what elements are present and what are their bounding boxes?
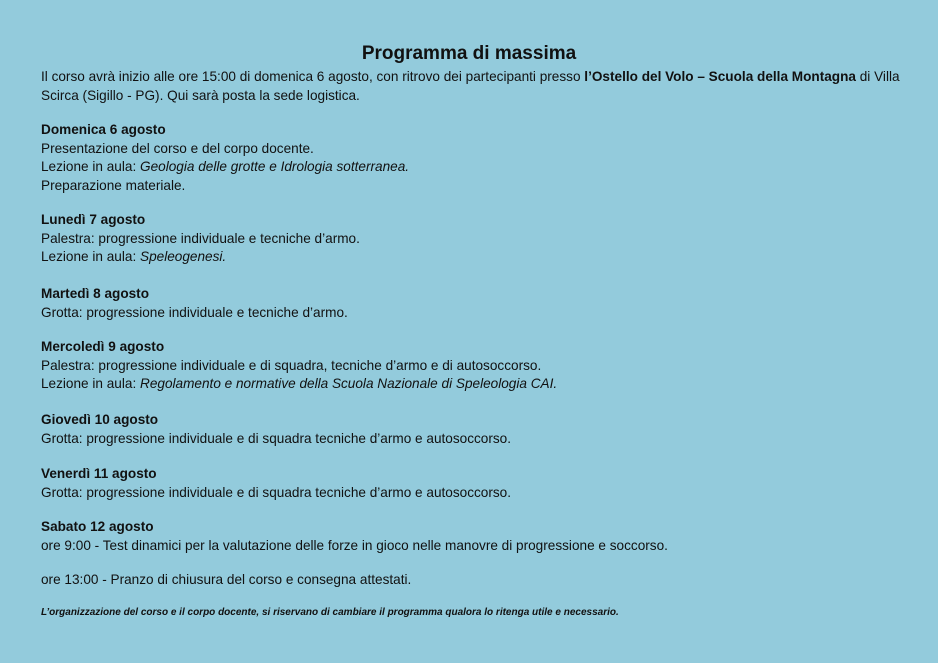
day-heading: Venerdì 11 agosto (41, 466, 157, 481)
day-line: Grotta: progressione individuale e tecniche d’armo. (41, 304, 348, 320)
day-line: Presentazione del corso e del corpo docente. (41, 140, 314, 156)
day-line: Palestra: progressione individuale e di squadra, tecniche d’armo e di autosoccorso. (41, 357, 542, 373)
page-title: Programma di massima (361, 43, 577, 64)
day-heading: Mercoledì 9 agosto (41, 339, 165, 354)
day-section-lunedi (41, 211, 921, 267)
day-section-martedi (41, 285, 921, 322)
day-line: Grotta: progressione individuale e di squadra tecniche d’armo e autosoccorso. (41, 430, 512, 446)
day-line: Palestra: progressione individuale e tecniche d’armo. (41, 230, 360, 246)
day-section-sabato (41, 518, 921, 555)
day-line: Grotta: progressione individuale e di squadra tecniche d’armo e autosoccorso. (41, 484, 512, 500)
intro-venue: l’Ostello del Volo – Scuola della Montagna (584, 69, 856, 84)
day-line: Lezione in aula: Speleogenesi. (41, 249, 227, 264)
day-section-mercoledi (41, 338, 921, 394)
intro-text-start: Il corso avrà inizio alle ore 15:00 di domenica 6 agosto, con ritrovo dei partecipanti presso (41, 69, 585, 84)
intro-text-end: di Villa Scirca (Sigillo - PG). Qui sarà posta la sede logistica. (41, 69, 900, 103)
day-heading: Lunedì 7 agosto (41, 212, 146, 227)
intro-paragraph (41, 67, 911, 105)
day-line: Lezione in aula: Regolamento e normative della Scuola Nazionale di Speleologia CAI. (41, 376, 558, 391)
day-line: Preparazione materiale. (41, 177, 186, 193)
day-section-giovedi (41, 411, 921, 448)
day-line: Lezione in aula: Geologia delle grotte e Idrologia sotterranea. (41, 159, 410, 174)
day-section-domenica (41, 121, 921, 195)
closing-line: ore 13:00 - Pranzo di chiusura del corso e consegna attestati. (41, 572, 412, 587)
day-heading: Domenica 6 agosto (41, 122, 166, 137)
day-heading: Giovedì 10 agosto (41, 412, 159, 427)
disclaimer-note: L’organizzazione del corso e il corpo docente, si riservano di cambiare il programma qualora lo ritenga utile e necessario. (41, 607, 619, 618)
day-section-venerdi (41, 465, 921, 502)
day-heading: Sabato 12 agosto (41, 519, 154, 534)
day-line: ore 9:00 - Test dinamici per la valutazione delle forze in gioco nelle manovre di progressione e soccorso. (41, 537, 668, 553)
day-heading: Martedì 8 agosto (41, 286, 150, 301)
